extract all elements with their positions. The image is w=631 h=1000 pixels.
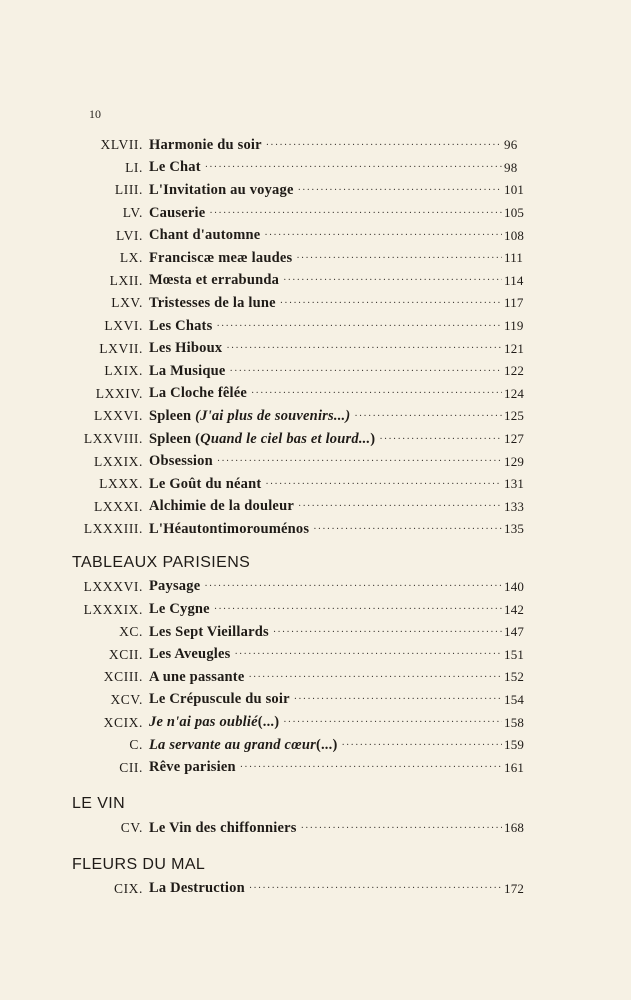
page-ref: 133 <box>504 498 525 514</box>
poem-number: LV. <box>122 205 143 221</box>
poem-title <box>149 363 226 380</box>
poem-title <box>149 521 309 538</box>
poem-title-suffix: ) <box>370 430 376 447</box>
dot-leader <box>251 388 502 399</box>
poem-number: LIII. <box>114 182 143 198</box>
toc-entry <box>0 292 631 315</box>
dot-leader <box>240 762 502 773</box>
page-ref: 142 <box>504 601 525 617</box>
poem-title-text: Le Crépuscule du soir <box>149 691 290 708</box>
page-ref: 114 <box>504 272 524 288</box>
poem-number: LXXXIII. <box>83 521 143 537</box>
page-ref: 101 <box>504 182 525 198</box>
toc-entry <box>0 315 631 338</box>
poem-title-text: Le Vin des chiffonniers <box>149 819 297 836</box>
section-heading: LE VIN <box>72 795 126 813</box>
page-ref: 135 <box>504 521 525 537</box>
poem-title-text: Le Chat <box>149 159 201 176</box>
poem-title <box>149 820 297 837</box>
poem-number: LXXIX. <box>94 453 143 469</box>
poem-title-text: Les Sept Vieillards <box>149 623 269 640</box>
page-ref: 158 <box>504 714 525 730</box>
poem-title <box>149 182 294 199</box>
dot-leader <box>354 411 502 422</box>
poem-number: LXVI. <box>104 318 143 334</box>
toc-entry <box>0 360 631 383</box>
toc-list <box>0 134 631 900</box>
poem-title <box>149 205 205 222</box>
toc-entry <box>0 337 631 360</box>
toc-entry <box>0 450 631 473</box>
poem-title-text: Rêve parisien <box>149 759 236 776</box>
poem-title-text: Les Chats <box>149 317 213 334</box>
dot-leader <box>294 694 502 705</box>
toc-entry <box>0 711 631 734</box>
page-ref: 121 <box>504 340 525 356</box>
toc-entry <box>0 247 631 270</box>
poem-number: LXXIV. <box>95 385 143 401</box>
dot-leader <box>209 208 502 219</box>
dot-leader <box>298 501 502 512</box>
dot-leader <box>273 627 502 638</box>
dot-leader <box>313 524 502 535</box>
poem-title-text: La Musique <box>149 362 226 379</box>
dot-leader <box>296 253 502 264</box>
dot-leader <box>226 343 502 354</box>
toc-entry <box>0 383 631 406</box>
dot-leader <box>205 162 502 173</box>
page-ref: 140 <box>504 578 525 594</box>
dot-leader <box>264 230 502 241</box>
poem-number: CV. <box>120 820 143 836</box>
poem-title-text: Obsession <box>149 453 213 470</box>
toc-entry <box>0 224 631 247</box>
poem-title <box>149 408 350 425</box>
poem-number: LXXXIX. <box>83 601 143 617</box>
page-ref: 161 <box>504 759 525 775</box>
poem-number: LXVII. <box>99 340 143 356</box>
page-ref: 172 <box>504 880 525 896</box>
page-ref: 154 <box>504 691 525 707</box>
poem-title-text: L'Invitation au voyage <box>149 181 294 198</box>
page-ref: 119 <box>504 318 524 334</box>
poem-title <box>149 272 279 289</box>
toc-entry <box>0 878 631 901</box>
dot-leader <box>283 717 502 728</box>
poem-number: LXXXI. <box>94 498 143 514</box>
poem-number: LVI. <box>115 227 143 243</box>
poem-number: XC. <box>119 624 143 640</box>
page-ref: 122 <box>504 363 525 379</box>
poem-title-text: La Destruction <box>149 880 245 897</box>
poem-number: XCII. <box>108 646 143 662</box>
toc-entry <box>0 576 631 599</box>
poem-title-text: Alchimie de la douleur <box>149 498 294 515</box>
poem-number: LXXXVI. <box>83 578 143 594</box>
poem-title <box>149 624 269 641</box>
toc-entry <box>0 405 631 428</box>
page-ref: 111 <box>504 250 524 266</box>
poem-number: LXII. <box>109 272 143 288</box>
poem-title-text: Mœsta et errabunda <box>149 272 280 289</box>
toc-entry <box>0 134 631 157</box>
toc-entry <box>0 496 631 519</box>
page-ref: 168 <box>504 820 525 836</box>
poem-title-text: La Cloche fêlée <box>149 385 248 402</box>
page-ref: 125 <box>504 408 525 424</box>
toc-entry <box>0 817 631 840</box>
section-heading: FLEURS DU MAL <box>72 855 206 873</box>
poem-number: LXIX. <box>104 363 143 379</box>
poem-number: XCV. <box>110 691 143 707</box>
poem-number: LX. <box>119 250 143 266</box>
poem-title-text: Franciscæ meæ laudes <box>149 249 293 266</box>
page-ref: 129 <box>504 453 525 469</box>
poem-title-text: Spleen <box>149 407 196 424</box>
poem-title-italic: (J'ai plus de souvenirs...) <box>195 407 351 424</box>
poem-title <box>149 601 210 618</box>
poem-title <box>149 476 261 493</box>
poem-title <box>149 759 236 776</box>
poem-title <box>149 646 230 663</box>
poem-title-suffix: (...) <box>315 736 338 753</box>
poem-title <box>149 250 292 267</box>
poem-title-text: Le Goût du néant <box>149 475 262 492</box>
poem-title <box>149 295 276 312</box>
poem-number: XCIX. <box>103 714 143 730</box>
poem-title-text: Tristesses de la lune <box>149 294 276 311</box>
toc-entry <box>0 689 631 712</box>
poem-number: LXXVI. <box>94 408 143 424</box>
poem-title <box>149 318 212 335</box>
poem-title <box>149 227 260 244</box>
poem-title-suffix: (...) <box>257 714 280 731</box>
poem-number: XCIII. <box>103 669 143 685</box>
poem-number: LXXVIII. <box>83 431 143 447</box>
dot-leader <box>230 366 502 377</box>
poem-title <box>149 669 244 686</box>
dot-leader <box>234 649 502 660</box>
section-heading: TABLEAUX PARISIENS <box>72 553 251 571</box>
poem-title <box>149 714 279 731</box>
dot-leader <box>379 434 502 445</box>
toc-entry <box>0 643 631 666</box>
poem-title-italic: La servante au grand cœur <box>149 736 316 753</box>
poem-number: LXXX. <box>99 476 143 492</box>
dot-leader <box>204 581 502 592</box>
poem-title-text: Causerie <box>149 204 206 221</box>
toc-entry <box>0 666 631 689</box>
toc-entry <box>0 473 631 496</box>
poem-title-text: Le Cygne <box>149 601 210 618</box>
dot-leader <box>217 456 502 467</box>
page-ref: 152 <box>504 669 525 685</box>
dot-leader <box>280 298 502 309</box>
toc-entry <box>0 428 631 451</box>
poem-title-text: Les Hiboux <box>149 340 223 357</box>
poem-title <box>149 453 213 470</box>
poem-title <box>149 159 201 176</box>
dot-leader <box>216 321 502 332</box>
poem-title-text: L'Héautontimorouménos <box>149 520 310 537</box>
page-ref: 159 <box>504 737 525 753</box>
dot-leader <box>341 740 502 751</box>
page-ref: 124 <box>504 385 525 401</box>
page-ref: 147 <box>504 624 525 640</box>
poem-title-text: Paysage <box>149 578 201 595</box>
poem-title-text: Les Aveugles <box>149 646 231 663</box>
poem-title <box>149 578 200 595</box>
poem-title-italic: Quand le ciel bas et lourd... <box>200 430 371 447</box>
toc-entry <box>0 179 631 202</box>
dot-leader <box>301 823 502 834</box>
toc-entry <box>0 756 631 779</box>
page-ref: 151 <box>504 646 525 662</box>
dot-leader <box>214 604 502 615</box>
dot-leader <box>249 883 502 894</box>
page-ref: 108 <box>504 227 525 243</box>
poem-title <box>149 137 262 154</box>
poem-number: CIX. <box>113 880 143 896</box>
poem-title <box>149 498 294 515</box>
poem-title-text: Spleen ( <box>149 430 201 447</box>
dot-leader <box>283 275 502 286</box>
poem-title <box>149 340 222 357</box>
poem-number: LXV. <box>111 295 143 311</box>
poem-title-text: A une passante <box>149 668 245 685</box>
poem-number: LI. <box>125 159 143 175</box>
poem-number: C. <box>129 737 143 753</box>
toc-entry <box>0 270 631 293</box>
poem-title <box>149 431 375 448</box>
page-ref: 98 <box>504 159 518 175</box>
dot-leader <box>298 185 502 196</box>
poem-number: CII. <box>119 759 143 775</box>
page-ref: 96 <box>504 137 518 153</box>
poem-title <box>149 880 245 897</box>
poem-title <box>149 385 247 402</box>
poem-title-italic: Je n'ai pas oublié <box>149 714 258 731</box>
toc-entry <box>0 202 631 225</box>
toc-entry <box>0 621 631 644</box>
page-ref: 117 <box>504 295 524 311</box>
poem-number: XLVII. <box>100 137 143 153</box>
poem-title-text: Chant d'automne <box>149 227 261 244</box>
poem-title <box>149 737 337 754</box>
page-number: 10 <box>89 107 101 121</box>
poem-title-text: Harmonie du soir <box>149 136 262 153</box>
toc-entry <box>0 518 631 541</box>
dot-leader <box>266 140 502 151</box>
poem-title <box>149 691 290 708</box>
dot-leader <box>248 672 502 683</box>
page-ref: 127 <box>504 431 525 447</box>
page-ref: 105 <box>504 205 525 221</box>
toc-entry <box>0 598 631 621</box>
dot-leader <box>265 479 502 490</box>
toc-entry <box>0 157 631 180</box>
page-ref: 131 <box>504 476 525 492</box>
toc-entry <box>0 734 631 757</box>
